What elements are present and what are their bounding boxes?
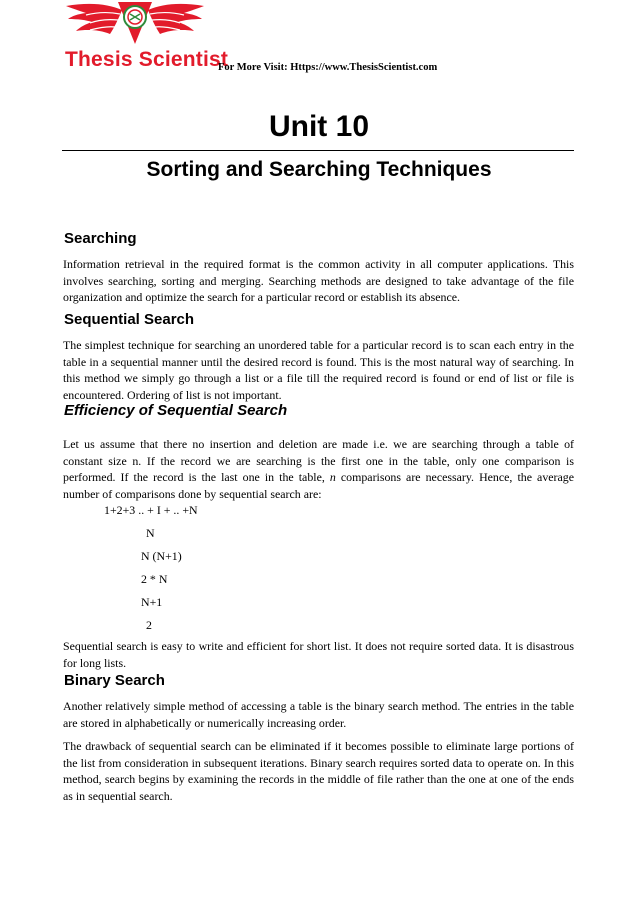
efficiency-text-part1: Let us assume that there no insertion and deletion are made i.e. we are searching through a table of constant size n. If the record we are searching is the first one in the table, only one comparison is performed. If the record is the last one in the table,	[63, 437, 574, 484]
heading-efficiency: Efficiency of Sequential Search	[64, 402, 288, 419]
formula-denominator-n: N	[146, 526, 155, 540]
paragraph-binary-search-2: The drawback of sequential search can be eliminated if it becomes possible to eliminate large portions of the list from consideration in subsequent iterations. Binary search requires sorted data to operate on. In this method, search begins by examining the records in the middle of file rather than the one at one of the ends as in sequential search.	[63, 739, 574, 803]
heading-sequential-search: Sequential Search	[64, 311, 195, 328]
paragraph-sequential-summary: Sequential search is easy to write and efficient for short list. It does not require sorted data. It is disastrous for long lists.	[63, 639, 574, 670]
logo-text: Thesis Scientist	[65, 48, 229, 71]
thesis-scientist-logo	[60, 0, 229, 78]
formula-n-plus-one: N+1	[141, 595, 163, 609]
efficiency-text-part2: comparisons are necessary. Hence, the average number of comparisons done by sequential search are:	[63, 470, 574, 501]
heading-searching: Searching	[64, 230, 137, 247]
efficiency-text-italic-n: n	[329, 470, 336, 484]
visit-link-text[interactable]: For More Visit: Https://www.ThesisScientist.com	[218, 62, 438, 73]
formula-sum: 1+2+3 .. + I + .. +N	[104, 503, 198, 517]
paragraph-efficiency	[63, 436, 574, 502]
paragraph-sequential-search: The simplest technique for searching an unordered table for a particular record is to scan each entry in the table in a sequential manner until the desired record is found. This is the most natural way of searching. In this method we simply go through a list or a file till the required record is found or end of list or file is encountered. Ordering of list is not important.	[63, 338, 574, 402]
formula-two-n: 2 * N	[141, 572, 168, 586]
formula-two: 2	[146, 618, 152, 632]
heading-binary-search: Binary Search	[64, 672, 165, 689]
title-divider	[62, 150, 574, 151]
paragraph-binary-search-1: Another relatively simple method of accessing a table is the binary search method. The entries in the table are stored in alphabetically or numerically increasing order.	[63, 699, 574, 730]
chapter-subtitle: Sorting and Searching Techniques	[146, 158, 492, 181]
formula-numerator: N (N+1)	[141, 549, 182, 563]
paragraph-searching: Information retrieval in the required format is the common activity in all computer applications. This involves searching, sorting and merging. Searching methods are designed to take advantage of the file organization and optimize the search for a particular record or establish its absence.	[63, 257, 574, 304]
winged-shield-icon	[60, 0, 210, 52]
unit-title: Unit 10	[268, 110, 370, 143]
